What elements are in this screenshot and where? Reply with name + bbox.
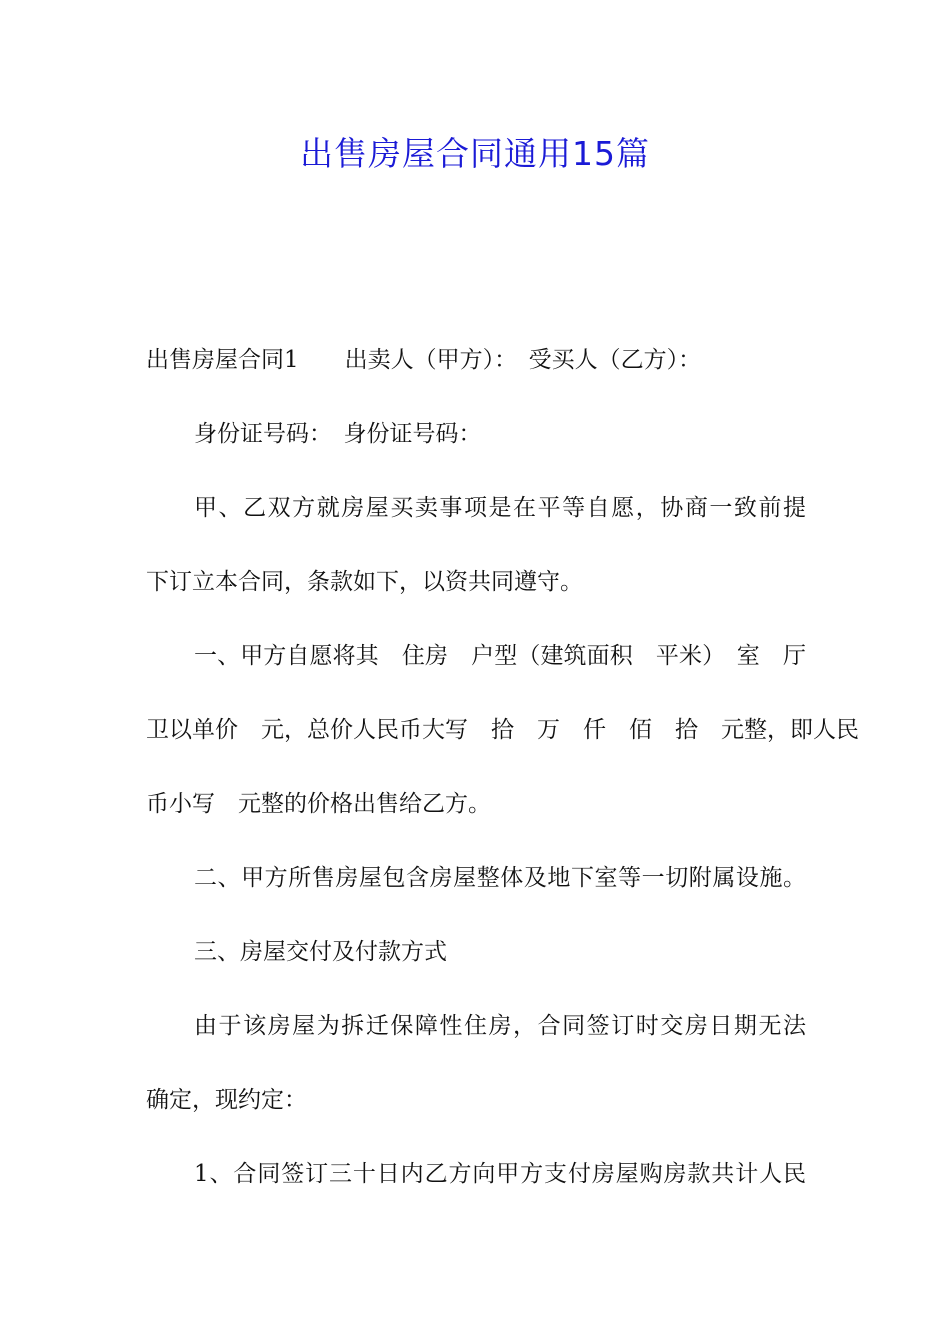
paragraph-line: 下订立本合同，条款如下，以资共同遵守。 — [146, 569, 583, 595]
clause-1-line: 一、甲方自愿将其 住房 户型（建筑面积 平米） 室 厅 — [194, 643, 806, 669]
id-number-line: 身份证号码： 身份证号码： — [194, 421, 482, 447]
contract-parties-line: 出售房屋合同1 出卖人（甲方）： 受买人（乙方）： — [146, 347, 702, 373]
paragraph-line: 甲、乙双方就房屋买卖事项是在平等自愿，协商一致前提 — [194, 495, 806, 521]
paragraph-line: 由于该房屋为拆迁保障性住房，合同签订时交房日期无法 — [194, 1013, 806, 1039]
clause-3-heading: 三、房屋交付及付款方式 — [194, 939, 447, 965]
clause-2-line: 二、甲方所售房屋包含房屋整体及地下室等一切附属设施。 — [194, 865, 806, 891]
paragraph-line: 确定，现约定： — [146, 1087, 307, 1113]
payment-item-line: 1、合同签订三十日内乙方向甲方支付房屋购房款共计人民 — [194, 1161, 806, 1187]
document-title: 出售房屋合同通用15篇 — [300, 134, 650, 173]
clause-1-line: 币小写 元整的价格出售给乙方。 — [146, 791, 491, 817]
clause-1-line: 卫以单价 元，总价人民币大写 拾 万 仟 佰 拾 元整，即人民 — [146, 717, 859, 743]
